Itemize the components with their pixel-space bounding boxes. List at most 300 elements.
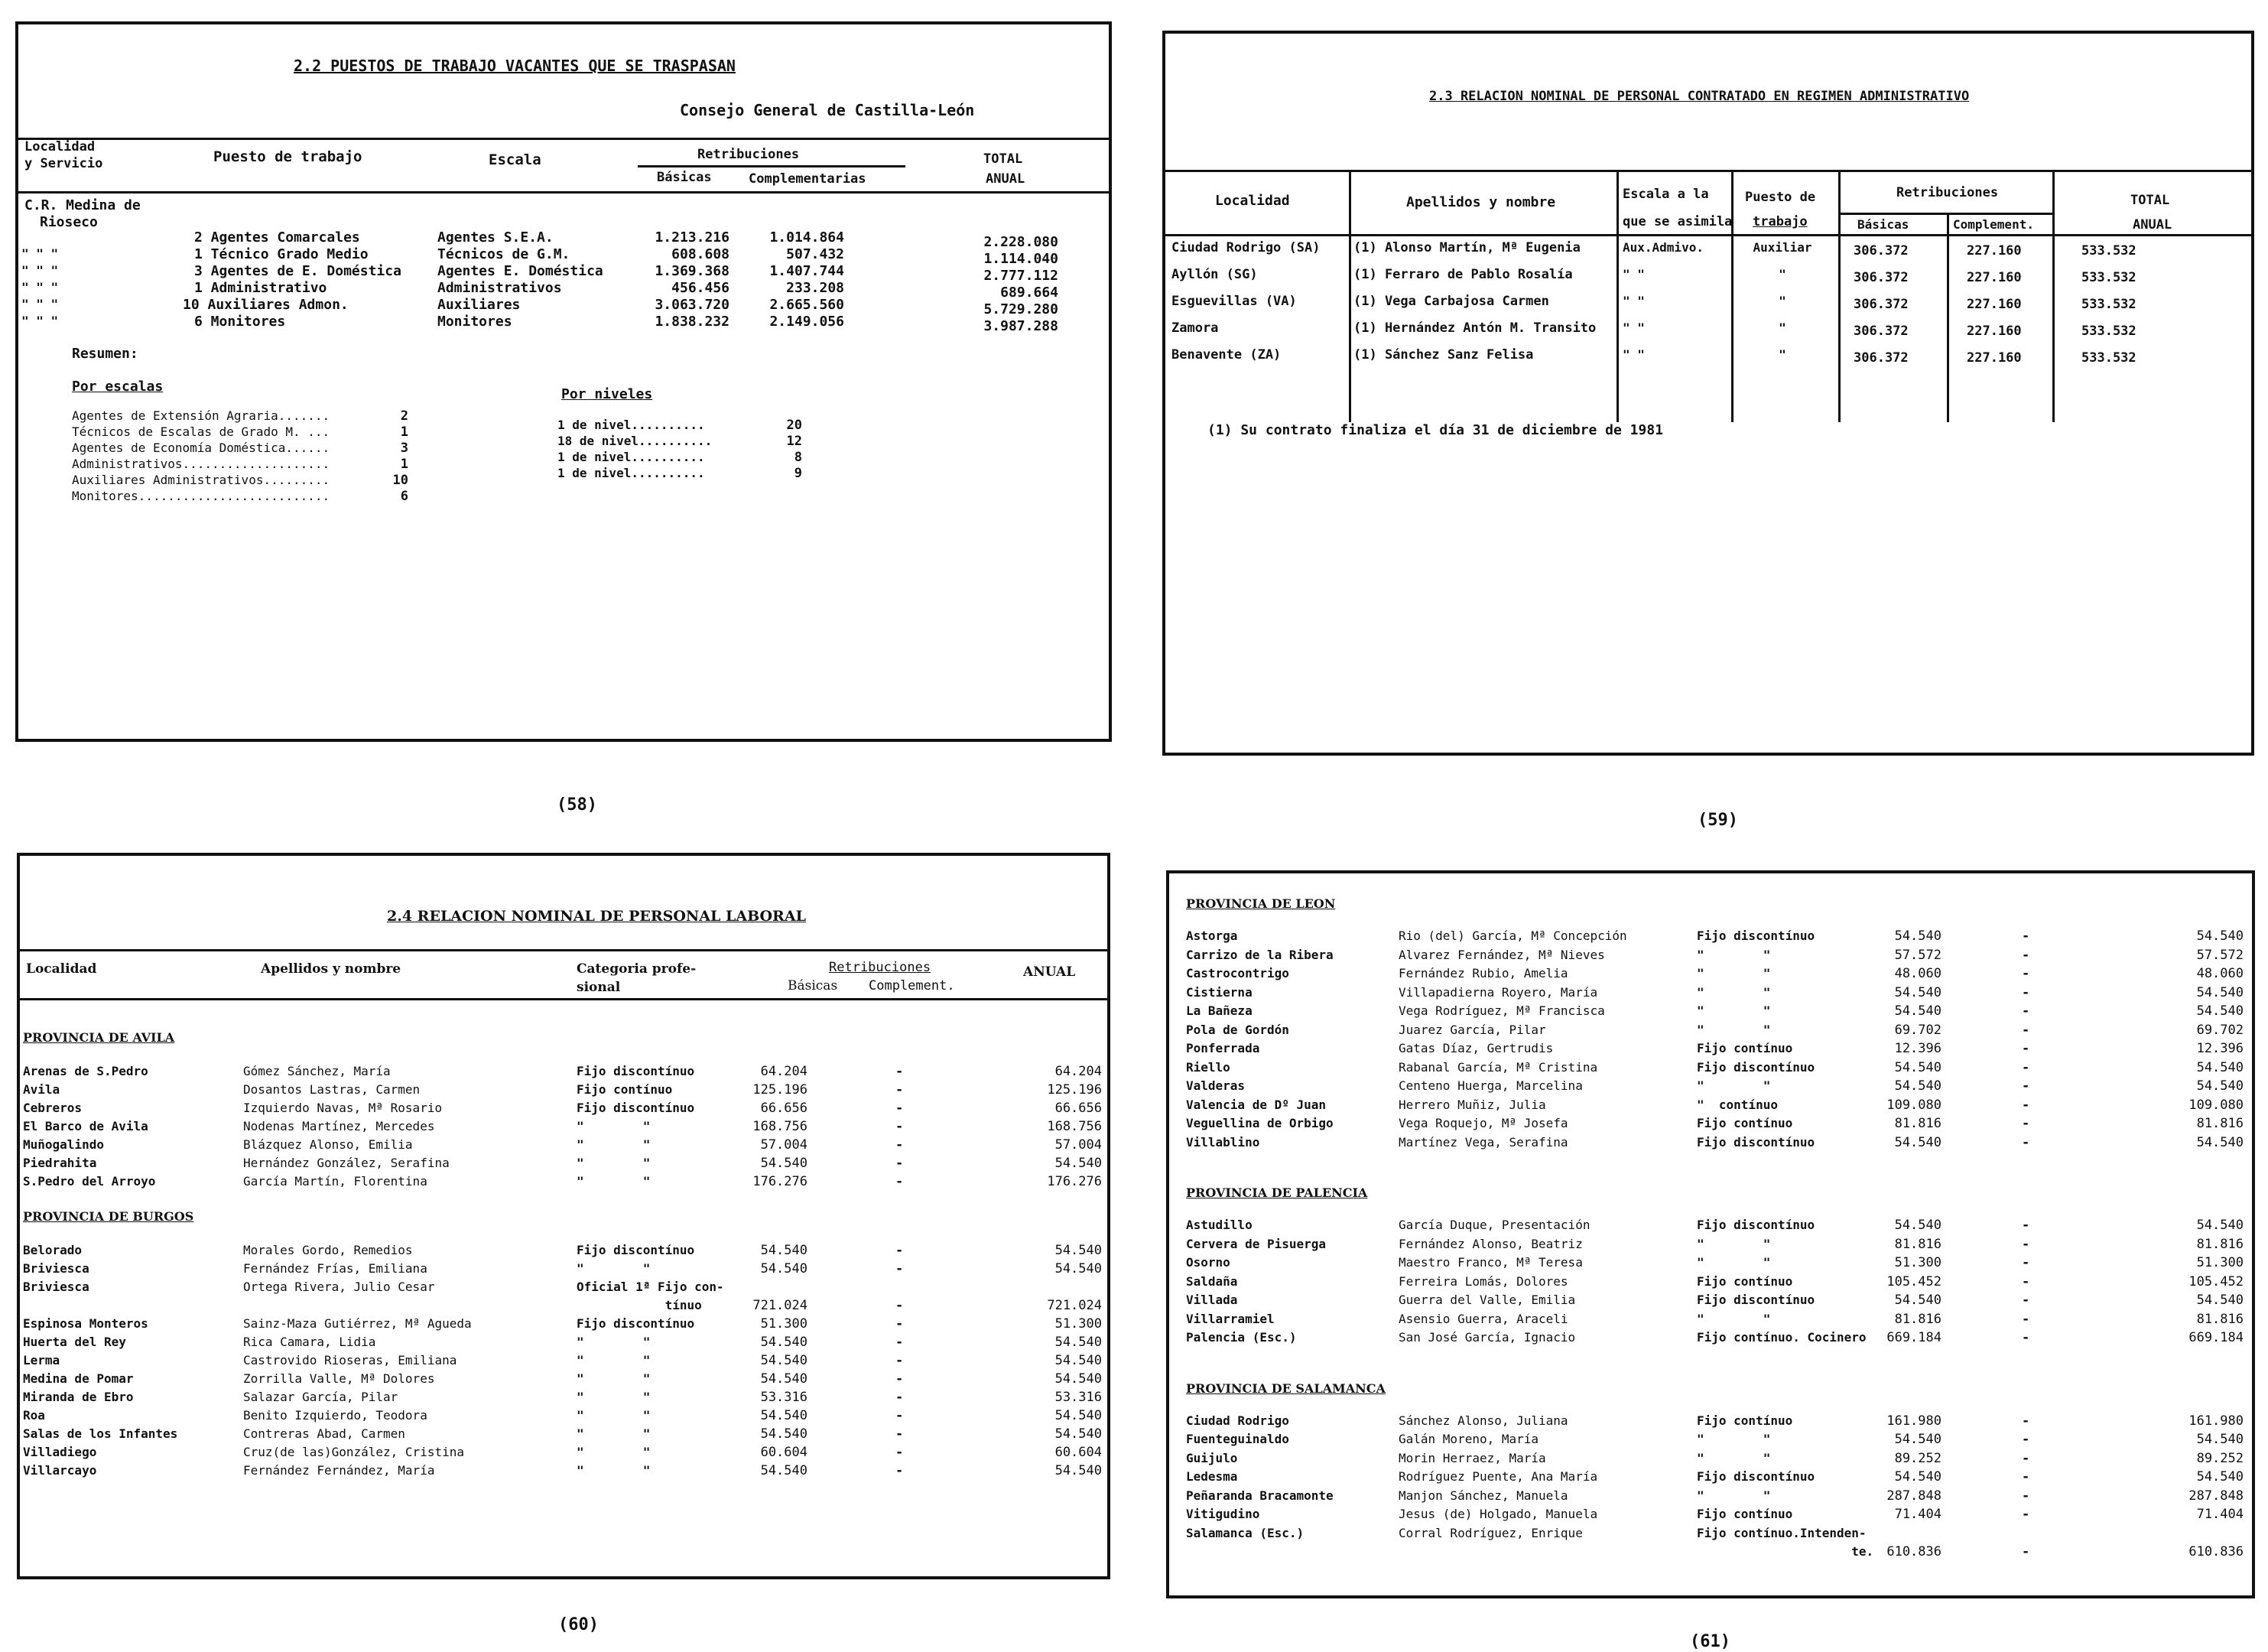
p61-row-basicas: 57.572 (1894, 947, 1941, 963)
p59-row-basicas: 306.372 (1854, 270, 1909, 285)
p60-row-localidad: Arenas de S.Pedro (23, 1064, 148, 1078)
p61-row-anual: 109.080 (2188, 1097, 2244, 1113)
p61-row-complement: - (2022, 1078, 2030, 1094)
p60-h-retribuciones: Retribuciones (829, 960, 931, 975)
p60-h-categoria2: sional (577, 980, 621, 995)
p60-row-complement: - (895, 1243, 904, 1258)
p60-row-categoria: Oficial 1ª Fijo con- (577, 1280, 724, 1294)
p60-section-title: PROVINCIA DE AVILA (23, 1030, 175, 1045)
p59-row-puesto: " (1779, 320, 1786, 335)
p59-row-puesto: Auxiliar (1753, 240, 1812, 255)
p58-h-complementarias: Complementarias (749, 171, 866, 187)
p61-row-complement: - (2022, 1544, 2030, 1559)
p61-row-categoria: Fijo discontínuo (1697, 928, 1815, 943)
p61-row-nombre: Sánchez Alonso, Juliana (1399, 1413, 1568, 1428)
p60-row-complement: - (895, 1101, 904, 1116)
p61-row-nombre: San José García, Ignacio (1399, 1330, 1576, 1345)
p60-row-nombre: Hernández González, Serafina (243, 1156, 450, 1170)
p60-row-anual: 54.540 (1054, 1156, 1102, 1171)
p58-row-basicas: 608.608 (671, 246, 729, 262)
p60-row-complement: - (895, 1119, 904, 1134)
p60-row-localidad: Avila (23, 1082, 60, 1097)
p58-row-basicas: 1.213.216 (655, 229, 729, 246)
p60-row-localidad: Belorado (23, 1243, 83, 1257)
p61-row-localidad: Astudillo (1186, 1218, 1253, 1232)
p60-row-complement: - (895, 1137, 904, 1153)
p60-row-nombre: Sainz-Maza Gutiérrez, Mª Agueda (243, 1316, 472, 1331)
p61-row-nombre: Jesus (de) Holgado, Manuela (1399, 1507, 1598, 1521)
p61-row-localidad: Villada (1186, 1293, 1238, 1307)
p61-section-title: PROVINCIA DE PALENCIA (1186, 1185, 1368, 1200)
p59-h-puesto1: Puesto de (1745, 190, 1816, 205)
p58-nivel-label: 18 de nivel.......... (557, 434, 713, 448)
p60-row-anual: 125.196 (1047, 1082, 1102, 1098)
p61-row-localidad: Castrocontrigo (1186, 966, 1289, 980)
p60-h-anual: ANUAL (1023, 964, 1076, 980)
p61-row-anual: 54.540 (2196, 1218, 2244, 1233)
p60-row-anual: 54.540 (1054, 1371, 1102, 1387)
p60-row-categoria: " " (577, 1335, 651, 1349)
p61-row-localidad: Osorno (1186, 1255, 1230, 1270)
p61-row-basicas: 161.980 (1886, 1413, 1941, 1429)
p60-row-complement: - (895, 1316, 904, 1332)
p58-nivel-count: 8 (794, 450, 802, 465)
p61-row-nombre: Fernández Rubio, Amelia (1399, 966, 1568, 980)
p60-row-complement: - (895, 1064, 904, 1079)
p60-row-nombre: Rica Camara, Lidia (243, 1335, 376, 1349)
page-58 (15, 21, 1112, 742)
page-60-title: 2.4 RELACION NOMINAL DE PERSONAL LABORAL (387, 908, 806, 925)
p58-servicio1: C.R. Medina de (24, 197, 141, 213)
page-61-number: (61) (1690, 1632, 1730, 1651)
p60-row-basicas: 54.540 (760, 1156, 807, 1171)
p58-escala-label: Agentes de Economía Doméstica...... (72, 441, 330, 455)
p58-por-escalas-title: Por escalas (72, 379, 164, 395)
page-60 (17, 853, 1110, 1579)
p58-row-complementarias: 233.208 (786, 280, 844, 296)
p59-row-nombre: (1) Alonso Martín, Mª Eugenia (1353, 240, 1581, 255)
p59-row-total: 533.532 (2081, 270, 2136, 285)
p60-row-nombre: Benito Izquierdo, Teodora (243, 1408, 427, 1423)
p60-row-anual: 57.004 (1054, 1137, 1102, 1153)
p60-row-categoria: " " (577, 1261, 651, 1276)
p60-row-basicas: 53.316 (760, 1390, 807, 1405)
p60-row-nombre: Izquierdo Navas, Mª Rosario (243, 1101, 443, 1115)
p61-row-complement: - (2022, 1022, 2030, 1038)
p58-nivel-label: 1 de nivel.......... (557, 466, 705, 480)
p61-row-localidad: Vitigudino (1186, 1507, 1260, 1521)
p60-row-anual: 64.204 (1054, 1064, 1102, 1079)
p61-row-nombre: Martínez Vega, Serafina (1399, 1134, 1568, 1150)
p60-row-localidad: El Barco de Avila (23, 1119, 148, 1133)
p61-row-basicas: 51.300 (1894, 1255, 1941, 1270)
p58-resumen: Resumen: (72, 346, 138, 362)
p59-h-puesto2: trabajo (1753, 214, 1808, 229)
page-58-org: Consejo General de Castilla-León (680, 101, 975, 119)
p61-row-anual: 161.980 (2188, 1413, 2244, 1429)
p58-escala-label: Agentes de Extensión Agraria....... (72, 408, 330, 423)
p61-row-complement: - (2022, 966, 2030, 981)
p58-row-complementarias: 1.407.744 (769, 263, 844, 279)
p59-row-localidad: Ciudad Rodrigo (SA) (1171, 240, 1321, 255)
p61-row-nombre: Rodríguez Puente, Ana María (1399, 1469, 1598, 1484)
p59-row-localidad: Esguevillas (VA) (1171, 294, 1297, 309)
p60-row-basicas: 54.540 (760, 1408, 807, 1423)
p61-row-basicas: 89.252 (1894, 1450, 1941, 1466)
p61-row-localidad: Ciudad Rodrigo (1186, 1413, 1289, 1428)
p58-nivel-label: 1 de nivel.......... (557, 418, 705, 432)
p60-row-nombre: Zorrilla Valle, Mª Dolores (243, 1371, 435, 1386)
p60-row-anual: 54.540 (1054, 1426, 1102, 1442)
p58-row-escala: Auxiliares (437, 297, 521, 313)
p61-row-complement: - (2022, 984, 2030, 1000)
p58-row-escala: Agentes E. Doméstica (437, 263, 603, 279)
p58-row-localidad: " " " (21, 280, 59, 294)
p61-row-basicas: 69.702 (1894, 1022, 1941, 1038)
p58-row-localidad: " " " (21, 246, 59, 261)
p61-row-basicas: 12.396 (1894, 1041, 1941, 1056)
p59-row-escala: " " (1623, 294, 1645, 308)
p61-row-complement: - (2022, 928, 2030, 944)
p61-row-anual: 669.184 (2188, 1330, 2244, 1345)
p61-row-nombre: Rio (del) García, Mª Concepción (1399, 928, 1627, 943)
p60-row-categoria: Fijo discontínuo (577, 1316, 695, 1331)
p61-row-basicas: 54.540 (1894, 1003, 1941, 1019)
p60-h-localidad: Localidad (26, 961, 97, 977)
p59-row-total: 533.532 (2081, 297, 2136, 312)
p61-row-basicas: 109.080 (1886, 1097, 1941, 1113)
p60-row-categoria: Fijo contínuo (577, 1082, 673, 1097)
p61-row-nombre: Manjon Sánchez, Manuela (1399, 1488, 1568, 1503)
p58-h-localidad2: y Servicio (24, 156, 103, 171)
p61-row-anual: 54.540 (2196, 1293, 2244, 1308)
p61-row-nombre: Centeno Huerga, Marcelina (1399, 1078, 1583, 1093)
p60-row-nombre: Salazar García, Pilar (243, 1390, 398, 1404)
p58-row-escala: Monitores (437, 314, 512, 330)
p59-h-total2: ANUAL (2133, 217, 2172, 233)
p58-row-total: 5.729.280 (983, 301, 1058, 317)
p61-row-nombre: Alvarez Fernández, Mª Nieves (1399, 947, 1605, 962)
p60-row-categoria: " " (577, 1137, 651, 1152)
p60-row-nombre: Cruz(de las)González, Cristina (243, 1445, 464, 1459)
p59-h-retribuciones: Retribuciones (1896, 185, 1999, 200)
p61-row-complement: - (2022, 1330, 2030, 1345)
p61-row-anual: 81.816 (2196, 1236, 2244, 1252)
p61-row-categoria: " " (1697, 1255, 1771, 1270)
p59-row-total: 533.532 (2081, 350, 2136, 366)
p61-row-basicas: 610.836 (1886, 1544, 1941, 1559)
p61-row-anual: 71.404 (2196, 1507, 2244, 1522)
p61-row-nombre: Gatas Díaz, Gertrudis (1399, 1041, 1554, 1055)
p60-row-anual: 54.540 (1054, 1335, 1102, 1350)
p60-row-categoria: Fijo discontínuo (577, 1243, 695, 1257)
p61-row-anual: 610.836 (2188, 1544, 2244, 1559)
p60-row-anual: 60.604 (1054, 1445, 1102, 1460)
p61-row-complement: - (2022, 1450, 2030, 1466)
p61-row-complement: - (2022, 1273, 2030, 1289)
p60-row-localidad: Muñogalindo (23, 1137, 104, 1152)
p60-row-categoria: tínuo (577, 1298, 702, 1312)
p60-row-categoria: " " (577, 1408, 651, 1423)
p60-row-localidad: Villadiego (23, 1445, 97, 1459)
p60-row-nombre: Morales Gordo, Remedios (243, 1243, 413, 1257)
p61-row-complement: - (2022, 1097, 2030, 1113)
p58-row-puesto: 3 Agentes de E. Doméstica (194, 263, 401, 279)
p61-row-complement: - (2022, 1507, 2030, 1522)
p60-row-localidad: Cebreros (23, 1101, 83, 1115)
p60-row-categoria: " " (577, 1174, 651, 1189)
p61-row-anual: 81.816 (2196, 1116, 2244, 1131)
p59-row-puesto: " (1779, 267, 1786, 281)
p61-row-basicas: 81.816 (1894, 1236, 1941, 1252)
p59-row-total: 533.532 (2081, 324, 2136, 339)
p60-row-anual: 54.540 (1054, 1408, 1102, 1423)
p60-row-anual: 53.316 (1054, 1390, 1102, 1405)
p59-row-localidad: Zamora (1171, 320, 1219, 336)
p58-row-localidad: " " " (21, 297, 59, 311)
p59-row-escala: Aux.Admivo. (1623, 240, 1704, 255)
p61-row-anual: 54.540 (2196, 1003, 2244, 1019)
p59-row-complement: 227.160 (1967, 350, 2022, 366)
p60-row-complement: - (895, 1082, 904, 1098)
p61-row-localidad: Cistierna (1186, 984, 1253, 1000)
p61-row-categoria: " " (1697, 1078, 1771, 1093)
p60-row-categoria: " " (577, 1119, 651, 1133)
p60-row-localidad: Villarcayo (23, 1463, 97, 1478)
p61-row-basicas: 54.540 (1894, 1469, 1941, 1485)
page-58-number: (58) (557, 795, 597, 815)
p59-row-nombre: (1) Sánchez Sanz Felisa (1353, 347, 1534, 363)
p58-row-escala: Administrativos (437, 280, 562, 296)
p61-row-nombre: Juarez García, Pilar (1399, 1022, 1546, 1037)
p61-row-localidad: Ledesma (1186, 1469, 1238, 1484)
p60-row-anual: 54.540 (1054, 1353, 1102, 1368)
p60-row-anual: 66.656 (1054, 1101, 1102, 1116)
p59-row-escala: " " (1623, 320, 1645, 335)
p59-row-nombre: (1) Hernández Antón M. Transito (1353, 320, 1597, 336)
p60-h-categoria1: Categoria profe- (577, 961, 697, 977)
p60-row-localidad: Espinosa Monteros (23, 1316, 148, 1331)
page-61 (1166, 870, 2255, 1598)
p60-row-basicas: 168.756 (752, 1119, 807, 1134)
p61-row-anual: 54.540 (2196, 1134, 2244, 1150)
p61-row-categoria: Fijo contínuo (1697, 1273, 1793, 1289)
p60-row-nombre: Nodenas Martínez, Mercedes (243, 1119, 435, 1133)
p61-row-localidad: Saldaña (1186, 1273, 1238, 1289)
p61-row-nombre: Asensio Guerra, Araceli (1399, 1311, 1568, 1326)
p58-h-total2: ANUAL (986, 171, 1025, 187)
p58-escala-label: Técnicos de Escalas de Grado M. ... (72, 424, 330, 439)
p58-por-niveles-title: Por niveles (561, 386, 653, 402)
p61-row-categoria: " " (1697, 1022, 1771, 1037)
p61-row-categoria: " contínuo (1697, 1097, 1778, 1112)
p60-row-nombre: García Martín, Florentina (243, 1174, 427, 1189)
p58-h-basicas: Básicas (657, 170, 712, 185)
p58-servicio2: Rioseco (40, 214, 98, 230)
p59-row-escala: " " (1623, 347, 1645, 362)
p60-row-complement: - (895, 1353, 904, 1368)
p58-escala-label: Monitores.......................... (72, 489, 330, 503)
p60-row-basicas: 54.540 (760, 1463, 807, 1478)
p60-row-basicas: 54.540 (760, 1353, 807, 1368)
p59-row-basicas: 306.372 (1854, 324, 1909, 339)
p60-row-anual: 721.024 (1047, 1298, 1102, 1313)
p61-row-complement: - (2022, 1311, 2030, 1327)
p61-row-anual: 287.848 (2188, 1488, 2244, 1504)
p59-h-apellidos: Apellidos y nombre (1406, 194, 1556, 210)
p61-row-nombre: Guerra del Valle, Emilia (1399, 1293, 1576, 1307)
p61-row-localidad: Pola de Gordón (1186, 1022, 1289, 1037)
p60-row-categoria: " " (577, 1445, 651, 1459)
p58-row-puesto: 1 Técnico Grado Medio (194, 246, 369, 262)
p61-row-nombre: Herrero Muñiz, Julia (1399, 1097, 1546, 1112)
p60-row-categoria: " " (577, 1426, 651, 1441)
p61-row-nombre: Morin Herraez, María (1399, 1450, 1546, 1465)
p61-row-complement: - (2022, 1218, 2030, 1233)
p61-row-complement: - (2022, 1134, 2030, 1150)
p59-h-escala2: que se asimila (1623, 214, 1733, 229)
p60-row-basicas: 54.540 (760, 1335, 807, 1350)
p58-nivel-count: 20 (786, 418, 802, 433)
p58-h-escala: Escala (489, 151, 541, 168)
p60-row-localidad: Salas de los Infantes (23, 1426, 178, 1441)
p60-row-localidad: Briviesca (23, 1261, 89, 1276)
p58-escala-count: 3 (400, 441, 408, 456)
p60-row-nombre: Fernández Frías, Emiliana (243, 1261, 427, 1276)
p60-row-basicas: 51.300 (760, 1316, 807, 1332)
p61-row-categoria: " " (1697, 1488, 1771, 1503)
p61-row-nombre: Galán Moreno, María (1399, 1432, 1539, 1446)
p61-row-basicas: 54.540 (1894, 1432, 1941, 1447)
p61-row-localidad: Villarramiel (1186, 1311, 1275, 1326)
p61-row-anual: 54.540 (2196, 984, 2244, 1000)
p61-row-anual: 105.452 (2188, 1273, 2244, 1289)
p59-h-escala1: Escala a la (1623, 187, 1709, 202)
p58-row-complementarias: 1.014.864 (769, 229, 844, 246)
p59-row-localidad: Benavente (ZA) (1171, 347, 1282, 363)
p61-row-basicas: 71.404 (1894, 1507, 1941, 1522)
p61-row-localidad: La Bañeza (1186, 1003, 1253, 1018)
p60-section-title: PROVINCIA DE BURGOS (23, 1209, 194, 1224)
p61-row-anual: 54.540 (2196, 1432, 2244, 1447)
p61-row-complement: - (2022, 1432, 2030, 1447)
p59-row-basicas: 306.372 (1854, 297, 1909, 312)
p61-row-localidad: Ponferrada (1186, 1041, 1260, 1055)
p61-row-basicas: 81.816 (1894, 1311, 1941, 1327)
p60-row-categoria: Fijo discontínuo (577, 1101, 695, 1115)
p60-row-basicas: 721.024 (752, 1298, 807, 1313)
p59-footnote: (1) Su contrato finaliza el día 31 de diciembre de 1981 (1207, 422, 1664, 438)
p60-row-nombre: Dosantos Lastras, Carmen (243, 1082, 421, 1097)
p61-row-complement: - (2022, 1041, 2030, 1056)
p60-row-nombre: Ortega Rivera, Julio Cesar (243, 1280, 435, 1294)
p60-row-complement: - (895, 1261, 904, 1276)
p61-row-complement: - (2022, 1116, 2030, 1131)
p58-row-complementarias: 507.432 (786, 246, 844, 262)
p58-h-retribuciones: Retribuciones (697, 147, 800, 162)
p60-row-categoria: " " (577, 1353, 651, 1367)
p61-row-localidad: Peñaranda Bracamonte (1186, 1488, 1334, 1503)
p59-row-complement: 227.160 (1967, 324, 2022, 339)
p61-row-categoria: " " (1697, 1236, 1771, 1251)
p61-row-basicas: 54.540 (1894, 1134, 1941, 1150)
page-58-title: 2.2 PUESTOS DE TRABAJO VACANTES QUE SE TRASPASAN (294, 57, 736, 75)
p60-row-basicas: 54.540 (760, 1371, 807, 1387)
p58-nivel-count: 12 (786, 434, 802, 449)
p61-row-basicas: 105.452 (1886, 1273, 1941, 1289)
p60-row-basicas: 57.004 (760, 1137, 807, 1153)
p60-row-basicas: 60.604 (760, 1445, 807, 1460)
p58-row-total: 3.987.288 (983, 318, 1058, 334)
p61-row-complement: - (2022, 1293, 2030, 1308)
p61-row-nombre: Vega Roquejo, Mª Josefa (1399, 1116, 1568, 1130)
page-60-number: (60) (558, 1615, 599, 1634)
p61-row-anual: 89.252 (2196, 1450, 2244, 1466)
p58-row-total: 689.664 (1000, 285, 1058, 301)
p61-row-basicas: 81.816 (1894, 1116, 1941, 1131)
p60-row-complement: - (895, 1408, 904, 1423)
p60-row-anual: 54.540 (1054, 1463, 1102, 1478)
p61-row-categoria: Fijo discontínuo (1697, 1218, 1815, 1232)
p60-row-complement: - (895, 1463, 904, 1478)
p58-row-puesto: 6 Monitores (194, 314, 286, 330)
p61-row-categoria: Fijo discontínuo (1697, 1134, 1815, 1150)
p61-row-complement: - (2022, 1413, 2030, 1429)
p61-row-nombre: Maestro Franco, Mª Teresa (1399, 1255, 1583, 1270)
p59-row-basicas: 306.372 (1854, 243, 1909, 259)
p59-row-escala: " " (1623, 267, 1645, 281)
p60-row-anual: 176.276 (1047, 1174, 1102, 1189)
p61-row-categoria: " " (1697, 947, 1771, 962)
p61-row-basicas: 54.540 (1894, 984, 1941, 1000)
p58-row-basicas: 1.838.232 (655, 314, 729, 330)
p58-row-localidad: " " " (21, 314, 59, 328)
p61-row-complement: - (2022, 1469, 2030, 1485)
p61-row-nombre: Vega Rodríguez, Mª Francisca (1399, 1003, 1605, 1018)
p60-row-categoria: " " (577, 1463, 651, 1478)
p59-h-total1: TOTAL (2130, 193, 2170, 208)
p60-row-complement: - (895, 1426, 904, 1442)
p60-row-complement: - (895, 1335, 904, 1350)
p59-h-complement: Complement. (1953, 217, 2034, 232)
p61-row-anual: 48.060 (2196, 966, 2244, 981)
p60-row-categoria: " " (577, 1371, 651, 1386)
p60-row-complement: - (895, 1174, 904, 1189)
p60-row-localidad: Briviesca (23, 1280, 89, 1294)
p60-row-anual: 51.300 (1054, 1316, 1102, 1332)
p60-row-basicas: 66.656 (760, 1101, 807, 1116)
p61-row-localidad: Veguellina de Orbigo (1186, 1116, 1334, 1130)
p60-row-localidad: Miranda de Ebro (23, 1390, 134, 1404)
p58-row-puesto: 1 Administrativo (194, 280, 327, 296)
p60-row-anual: 54.540 (1054, 1243, 1102, 1258)
p61-row-localidad: Carrizo de la Ribera (1186, 947, 1334, 962)
p58-h-localidad1: Localidad (24, 139, 96, 154)
p61-row-basicas: 54.540 (1894, 1218, 1941, 1233)
p58-row-localidad: " " " (21, 263, 59, 278)
p60-row-basicas: 176.276 (752, 1174, 807, 1189)
p58-row-puesto: 2 Agentes Comarcales (194, 229, 360, 246)
p61-row-localidad: Guijulo (1186, 1450, 1238, 1465)
p61-row-localidad: Villablino (1186, 1134, 1260, 1150)
p58-row-basicas: 1.369.368 (655, 263, 729, 279)
p59-row-basicas: 306.372 (1854, 350, 1909, 366)
p61-row-basicas: 669.184 (1886, 1330, 1941, 1345)
p61-row-categoria: Fijo contínuo (1697, 1413, 1793, 1428)
p60-row-nombre: Fernández Fernández, María (243, 1463, 435, 1478)
p60-row-nombre: Castrovido Rioseras, Emiliana (243, 1353, 457, 1367)
p58-escala-count: 10 (392, 473, 408, 488)
